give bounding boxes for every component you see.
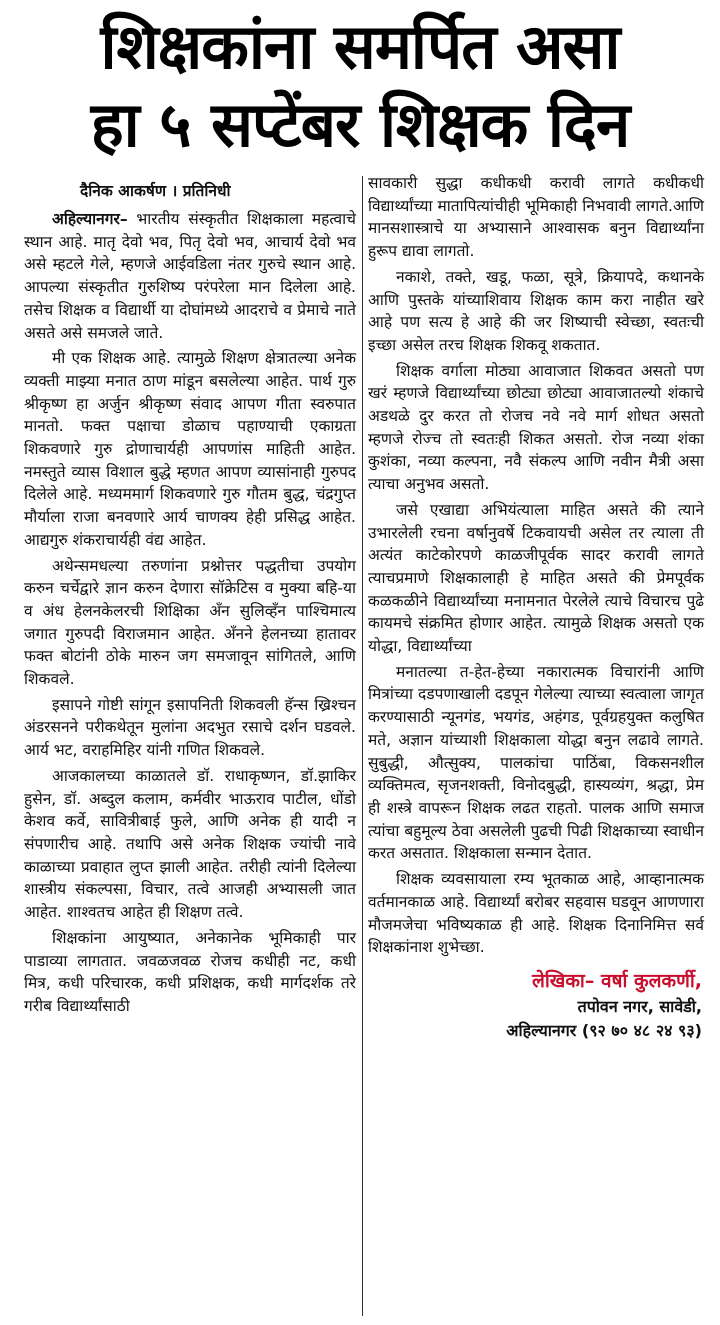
- headline: [0, 0, 720, 164]
- author-name: लेखिका– वर्षा कुलकर्णी,: [532, 969, 702, 992]
- author-address-line-2: अहिल्यानगर (९२ ७० ४८ २४ ९३): [506, 1020, 702, 1040]
- byline: दैनिक आकर्षण । प्रतिनिधी: [80, 182, 231, 200]
- headline-line-2: हा ५ सप्टेंबर शिक्षक दिन: [90, 88, 630, 161]
- article-body: [0, 172, 720, 1322]
- paragraph: शिक्षकांना आयुष्यात, अनेकानेक भूमिकाही पार पाडाव्या लागतात. जवळजवळ रोजच कधीही नट, कधी मित्र, कधी परिचारक, कधी प्रशिक्षक, कधी मार्गदर्शक तरे गरीब विद्यार्थ्यांसाठी: [24, 928, 356, 1015]
- paragraph: मी एक शिक्षक आहे. त्यामुळे शिक्षण क्षेत्रातल्या अनेक व्यक्ती माझ्या मनात ठाण मांडून बसलेल्या आहेत. पार्थ गुरु श्रीकृष्ण हा अर्जुन श्रीकृष्ण संवाद आपण गीता स्वरुपात मानतो. फक्त पक्षाचा डोळाच पहाण्याची एकाग्रता शिकवणारे गुरु द्रोणाचार्यही आपणांस माहिती आहेत. नमस्तुते व्यास विशाल बुद्धे म्हणत आपण व्यासांनाही गुरुपद दिलेले आहे. मध्यममार्ग शिकवणारे गुरु गौतम बुद्ध, चंद्रगुप्त मौर्याला राजा बनवणारे आर्य चाणक्य हेही प्रसिद्ध आहेत. आद्यगुरु शंकराचार्यही वंद्य आहेत.: [24, 349, 356, 549]
- column-divider: [362, 176, 363, 1316]
- paragraph: आजकालच्या काळातले डॉ. राधाकृष्णन, डॉ.झाकिर हुसेन, डॉ. अब्दुल कलाम, कर्मवीर भाऊराव पाटील, धोंडो केशव कर्वे, सावित्रीबाई फुले, आणि अनेक ही यादी न संपणारीच आहे. तथापि असे अनेक शिक्षक ज्यांची नावे काळाच्या प्रवाहात लुप्त झाली आहेत. तरीही त्यांनी दिलेल्या शास्त्रीय संकल्पसा, विचार, तत्वे आजही अभ्यासली जात आहेत. शाश्वतच आहेत ही शिक्षण तत्वे.: [24, 766, 356, 922]
- paragraph: अथेन्समधल्या तरुणांना प्रश्नोत्तर पद्धतीचा उपयोग करुन चर्चेद्वारे ज्ञान करुन देणारा सॉक्रेटिस व मुक्या बहि-या व अंध हेलनकेलरची शिक्षिका अँन सुलिव्हँन पाश्चिमात्य जगात गुरुपदी विराजमान आहेत. अँनने हेलनच्या हातावर फक्त बोटांनी ठोके मारुन जग समजावून सांगितले, आणि शिकवले.: [24, 556, 356, 689]
- signature: [368, 967, 704, 1043]
- paragraph: [24, 208, 356, 344]
- paragraph: इसापने गोष्टी सांगून इसापनिती शिकवली हॅन्स ख्रिश्चन अंडरसनने परीकथेतून मुलांना अदभुत रसाचे दर्शन घडवले. आर्य भट, वराहमिहिर यांनी गणित शिकवले.: [24, 695, 356, 760]
- paragraph: सावकारी सुद्धा कधीकधी करावी लागते कधीकधी विद्यार्थ्यांच्या मातापित्यांचीही भूमिकाही निभवावी लागते.आणि मानसशास्त्राचे या अभ्यासाने आश्वासक बनुन विद्यार्थ्यांना हुरूप द्यावा लागतो.: [368, 174, 705, 261]
- paragraph: नकाशे, तक्ते, खडू, फळा, सूत्रे, क्रियापदे, कथानके आणि पुस्तके यांच्याशिवाय शिक्षक काम करा नाहीत खरे आहे पण सत्य हे आहे की जर शिष्याची स्वेच्छा, स्वतःची इच्छा असेल तरच शिक्षक शिकवू शकतात.: [368, 267, 704, 354]
- right-column: [368, 172, 704, 1043]
- left-column: [24, 172, 356, 1021]
- paragraph: मनातल्या त-हेत-हेच्या नकारात्मक विचारांनी आणि मित्रांच्या दडपणाखाली दडपून गेलेल्या त्याच्या स्वत्वाला जागृत करण्यासाठी न्यूनगंड, भयगंड, अहंगड, पूर्वग्रहयुक्त कलुषित मते, अज्ञान यांच्याशी शिक्षकाला योद्धा बनुन लढावे लागते. सुबुद्धी, औत्सुक्य, पालकांचा पाठिंबा, विकसनशील व्यक्तिमत्व, सृजनशक्ती, विनोदबुद्धी, हास्यव्यंग, श्रद्धा, प्रेम ही शस्त्रे वापरून शिक्षक लढत राहतो. पालक आणि समाज त्यांचा बहुमूल्य ठेवा असलेली पुढची पिढी शिक्षकाच्या स्वाधीन करत असतात. शिक्षकाला सन्मान देतात.: [368, 662, 704, 863]
- paragraph: जसे एखाद्या अभियंत्याला माहित असते की त्याने उभारलेली रचना वर्षानुवर्षे टिकवायची असेल तर त्याला ती अत्यंत काटेकोरपणे काळजीपूर्वक सादर करावी लागते त्याचप्रमाणे शिक्षकालाही हे माहित असते की प्रेमपूर्वक कळकळीने विद्यार्थ्यांच्या मनामनात पेरलेले त्याचे विचारच पुढे कायमचे संक्रमित होणार आहेत. त्यामुळे शिक्षक असतो एक योद्धा, विद्यार्थ्यांच्या: [368, 500, 704, 656]
- paragraph: शिक्षक व्यवसायाला रम्य भूतकाळ आहे, आव्हानात्मक वर्तमानकाळ आहे. विद्यार्थ्यां बरोबर सहवास घडवून आणणारा मौजमजेचा भविष्यकाळ ही आहे. शिक्षक दिनानिमित्त सर्व शिक्षकांनाश शुभेच्छा.: [368, 870, 704, 957]
- dateline-city: अहिल्यानगर–: [52, 210, 128, 228]
- headline-line-1: शिक्षकांना समर्पित असा: [100, 10, 620, 83]
- paragraph: शिक्षक वर्गाला मोठ्या आवाजात शिकवत असतो पण खरं म्हणजे विद्यार्थ्यांच्या छोट्या छोट्या आवाजातल्यो शंकाचे अडथळे दुर करत तो रोजच नवे नवे मार्ग शोधत असतो म्हणजे रोज्च तो स्वतःही शिकत असतो. रोज नव्या शंका कुशंका, नव्या कल्पना, नवै संकल्प आणि नवीन मैत्री असा त्याचा अनुभव असतो.: [368, 361, 704, 494]
- paragraph-text: भारतीय संस्कृतीत शिक्षकाला महत्वाचे स्थान आहे. मातृ देवो भव, पितृ देवो भव, आचार्य देवो भव असे म्हटले गेले, म्हणजे आईवडिला नंतर गुरुचे स्थान आहे. आपल्या संस्कृतीत गुरुशिष्य परंपरेला मान दिलेला आहे. तसेच शिक्षक व विद्यार्थी या दोघांमध्ये आदराचे व प्रेमाचे नाते असते असे समजले जाते.: [24, 210, 356, 342]
- author-address-line-1: तपोवन नगर, सावेडी,: [577, 996, 702, 1016]
